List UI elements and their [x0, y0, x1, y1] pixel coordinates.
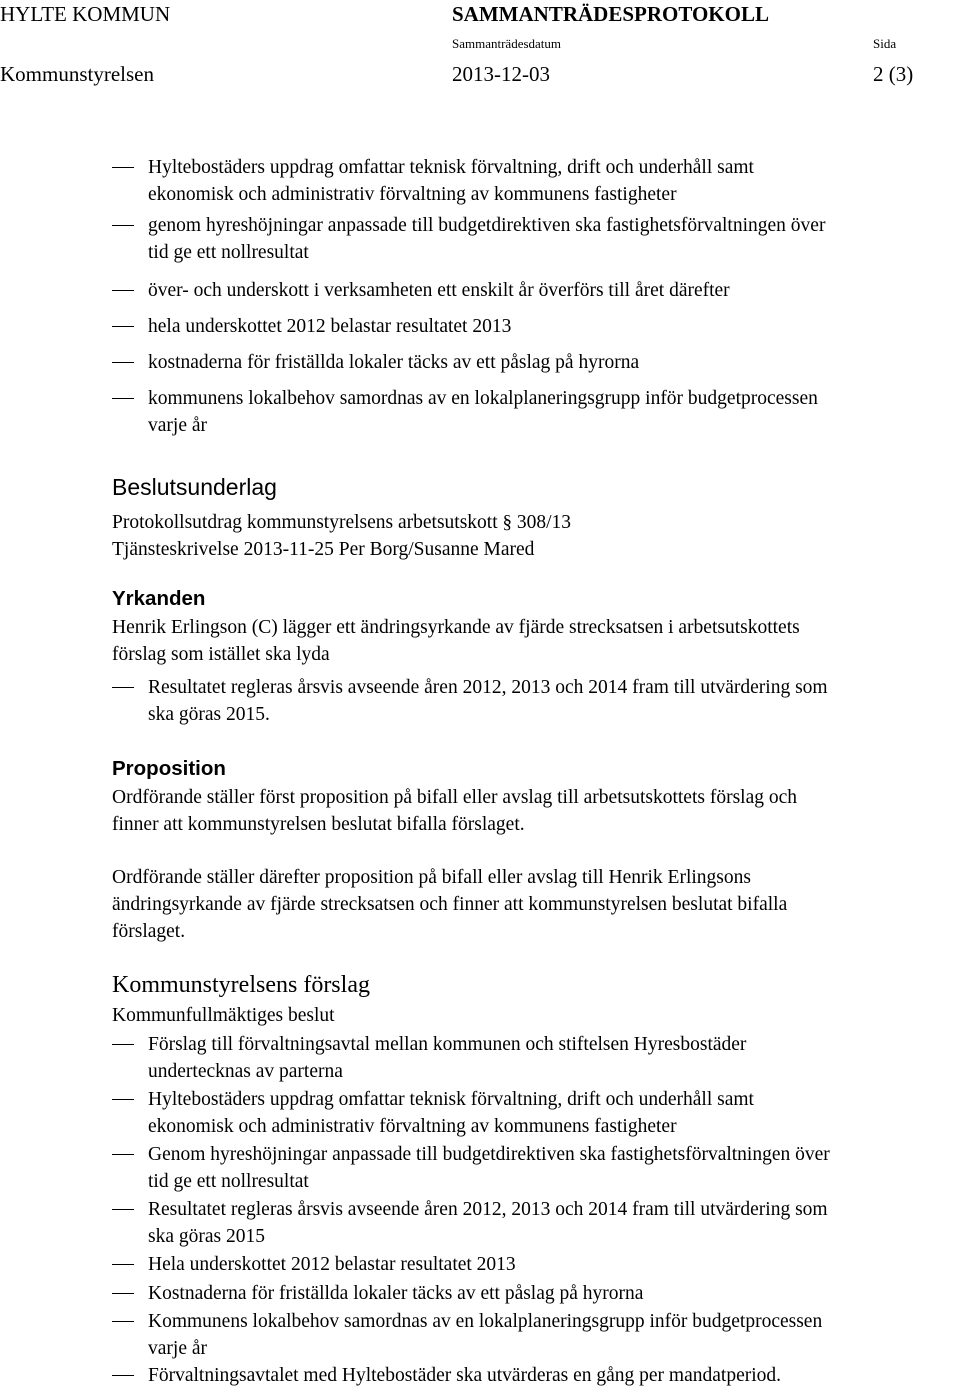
section-heading-proposition: Proposition [112, 757, 226, 780]
dash-bullet [112, 1099, 134, 1100]
list-item-text: Hela underskottet 2012 belastar resultatet 2013 [148, 1254, 516, 1275]
dash-bullet [112, 1209, 134, 1210]
section-sign: § [502, 512, 513, 533]
dash-bullet [112, 290, 134, 291]
yrkanden-text: Henrik Erlingson (C) lägger ett ändringsyrkande av fjärde strecksatsen i arbetsutskottets förslag som istället ska lyda [112, 617, 800, 665]
list-item-text: hela underskottet 2012 belastar resultatet 2013 [148, 316, 512, 337]
date-label: Sammanträdesdatum [452, 36, 562, 51]
list-item-text: över- och underskott i verksamheten ett enskilt år överförs till året därefter [148, 280, 730, 301]
document-type: SAMMANTRÄDESPROTOKOLL [452, 2, 769, 26]
proposition-paragraph-2: Ordförande ställer därefter proposition på bifall eller avslag till Henrik Erlingsons ändringsyrkande av fjärde strecksatsen och finner att kommunstyrelsen beslutat bifalla förslaget. [112, 867, 788, 942]
page-number: 2 (3) [873, 62, 914, 86]
list-item-text: Resultatet regleras årsvis avseende åren 2012, 2013 och 2014 fram till utvärdering som ska göras 2015 [148, 1199, 828, 1247]
proposition-paragraph-1: Ordförande ställer först proposition på bifall eller avslag till arbetsutskottets förslag och finner att kommunstyrelsen beslutat bifalla förslaget. [112, 787, 798, 835]
beslutsunderlag-line-2: Tjänsteskrivelse 2013-11-25 Per Borg/Susanne Mared [112, 539, 535, 560]
forslag-subheading: Kommunfullmäktiges beslut [112, 1005, 335, 1026]
reference-number: 308/13 [516, 512, 572, 533]
dash-bullet [112, 326, 134, 327]
list-item-text: Genom hyreshöjningar anpassade till budgetdirektiven ska fastighetsförvaltningen över tid ge ett nollresultat [148, 1144, 830, 1192]
page-label: Sida [873, 36, 897, 51]
dash-bullet [112, 362, 134, 363]
list-item-text: Kostnaderna för friställda lokaler täcks av ett påslag på hyrorna [148, 1283, 644, 1304]
dash-bullet [112, 225, 134, 226]
beslutsunderlag-line-1: Protokollsutdrag kommunstyrelsens arbetsutskott [112, 512, 498, 533]
org-name: HYLTE KOMMUN [0, 2, 171, 26]
list-item-text: Förvaltningsavtalet med Hyltebostäder ska utvärderas en gång per mandatperiod. [148, 1365, 782, 1386]
list-item-text: kommunens lokalbehov samordnas av en lokalplaneringsgrupp inför budgetprocessen varje år [148, 388, 818, 436]
list-item-text: kostnaderna för friställda lokaler täcks av ett påslag på hyrorna [148, 352, 640, 373]
dash-bullet [112, 398, 134, 399]
section-heading-yrkanden: Yrkanden [112, 587, 206, 610]
section-heading-forslag: Kommunstyrelsens förslag [112, 972, 370, 998]
beslutsunderlag-text [112, 509, 958, 563]
list-item-text: Förslag till förvaltningsavtal mellan kommunen och stiftelsen Hyresbostäder undertecknas av parterna [148, 1034, 747, 1082]
section-heading-beslutsunderlag: Beslutsunderlag [112, 474, 277, 500]
meeting-date: 2013-12-03 [452, 62, 550, 86]
dash-bullet [112, 687, 134, 688]
dash-bullet [112, 1044, 134, 1045]
dash-bullet [112, 1293, 134, 1294]
dash-bullet [112, 1321, 134, 1322]
list-item-text: Hyltebostäders uppdrag omfattar teknisk förvaltning, drift och underhåll samt ekonomisk och administrativ förvaltning av kommunens fastigheter [148, 157, 754, 205]
dash-bullet [112, 167, 134, 168]
dash-bullet [112, 1264, 134, 1265]
list-item-text: Hyltebostäders uppdrag omfattar teknisk förvaltning, drift och underhåll samt ekonomisk och administrativ förvaltning av kommunens fastigheter [148, 1089, 754, 1137]
dash-bullet [112, 1375, 134, 1376]
committee-name: Kommunstyrelsen [0, 62, 154, 86]
list-item-text: genom hyreshöjningar anpassade till budgetdirektiven ska fastighetsförvaltningen över tid ge ett nollresultat [148, 215, 826, 263]
list-item-text: Kommunens lokalbehov samordnas av en lokalplaneringsgrupp inför budgetprocessen varje år [148, 1311, 823, 1359]
dash-bullet [112, 1154, 134, 1155]
list-item-text: Resultatet regleras årsvis avseende åren 2012, 2013 och 2014 fram till utvärdering som ska göras 2015. [148, 677, 828, 725]
